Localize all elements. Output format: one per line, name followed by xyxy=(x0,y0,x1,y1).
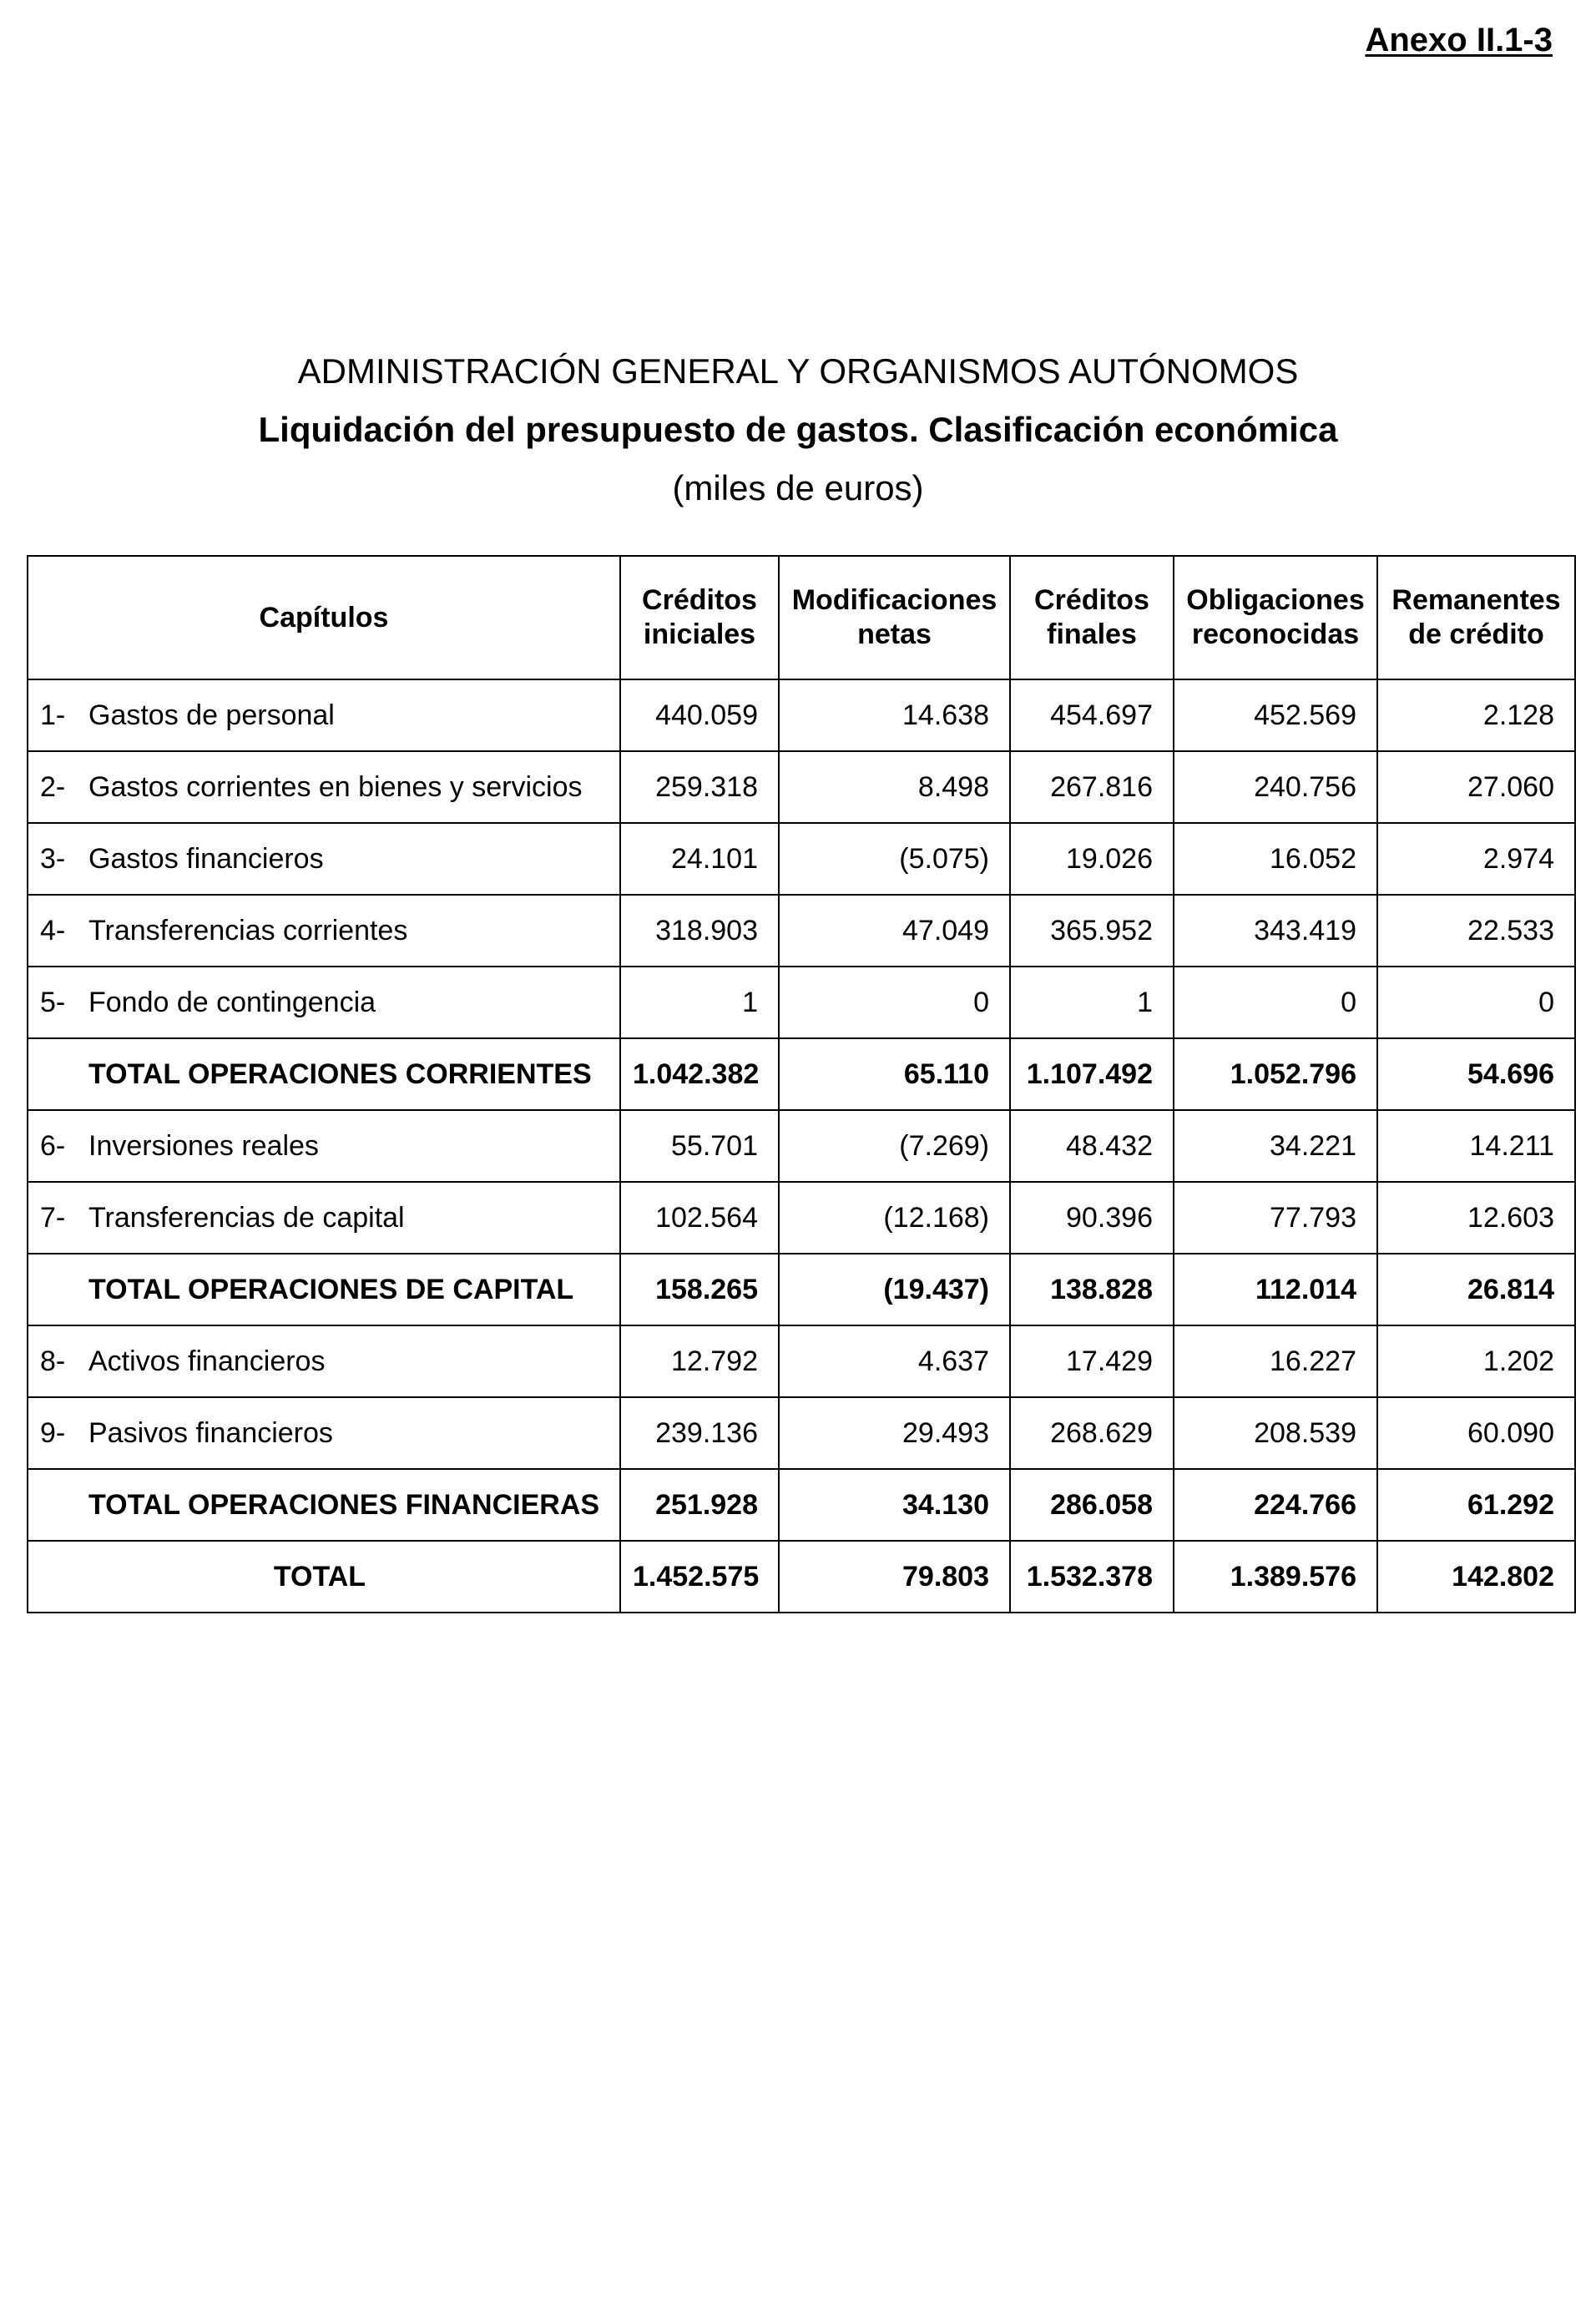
chapter-number: 4- xyxy=(40,914,66,946)
cell-modificaciones-netas: (5.075) xyxy=(779,823,1010,895)
cell-obligaciones-reconocidas: 208.539 xyxy=(1174,1397,1377,1469)
cell-modificaciones-netas: 79.803 xyxy=(779,1541,1010,1613)
header-line: Créditos xyxy=(1034,584,1149,616)
chapter-number: 2- xyxy=(40,770,66,803)
chapter-name: Gastos financieros xyxy=(88,842,324,875)
table-row xyxy=(28,1110,1575,1182)
cell-modificaciones-netas: 4.637 xyxy=(779,1325,1010,1397)
units-note: (miles de euros) xyxy=(672,468,924,507)
cell-creditos-finales: 454.697 xyxy=(1010,679,1174,751)
chapter-name: Fondo de contingencia xyxy=(88,986,376,1018)
header-line: Créditos xyxy=(642,584,757,616)
cell-creditos-finales: 267.816 xyxy=(1010,751,1174,823)
header-line: Modificaciones xyxy=(791,584,998,616)
subtotal-row xyxy=(28,1038,1575,1110)
cell-creditos-iniciales: 158.265 xyxy=(620,1254,779,1325)
header-line: iniciales xyxy=(643,618,756,650)
cell-obligaciones-reconocidas: 77.793 xyxy=(1174,1182,1377,1254)
cell-remanentes-credito: 0 xyxy=(1377,967,1575,1038)
chapter-number: 7- xyxy=(40,1201,66,1234)
cell-remanentes-credito: 27.060 xyxy=(1377,751,1575,823)
cell-creditos-iniciales: 55.701 xyxy=(620,1110,779,1182)
cell-creditos-iniciales: 1 xyxy=(620,967,779,1038)
total-label: TOTAL xyxy=(28,1541,620,1613)
header-creditos-iniciales xyxy=(620,556,779,679)
cell-remanentes-credito: 1.202 xyxy=(1377,1325,1575,1397)
cell-remanentes-credito: 26.814 xyxy=(1377,1254,1575,1325)
table-row xyxy=(28,967,1575,1038)
document-subtitle: Liquidación del presupuesto de gastos. Clasificación económica xyxy=(258,410,1338,449)
document-title-block xyxy=(0,342,1596,517)
cell-creditos-finales: 286.058 xyxy=(1010,1469,1174,1541)
chapter-name: Gastos corrientes en bienes y servicios xyxy=(88,770,583,803)
header-line: reconocidas xyxy=(1191,618,1360,650)
cell-obligaciones-reconocidas: 1.052.796 xyxy=(1174,1038,1377,1110)
cell-creditos-iniciales: 440.059 xyxy=(620,679,779,751)
table-header xyxy=(28,556,1575,679)
cell-remanentes-credito: 22.533 xyxy=(1377,895,1575,967)
cell-remanentes-credito: 2.974 xyxy=(1377,823,1575,895)
row-label xyxy=(28,1038,620,1110)
row-label xyxy=(28,1110,620,1182)
subtotal-row xyxy=(28,1254,1575,1325)
subtotal-label: TOTAL OPERACIONES CORRIENTES xyxy=(88,1058,592,1090)
header-creditos-finales xyxy=(1010,556,1174,679)
cell-remanentes-credito: 2.128 xyxy=(1377,679,1575,751)
header-line: netas xyxy=(857,618,932,650)
header-line: finales xyxy=(1047,618,1137,650)
cell-creditos-finales: 48.432 xyxy=(1010,1110,1174,1182)
subtotal-label: TOTAL OPERACIONES FINANCIERAS xyxy=(88,1488,600,1521)
chapter-name: Inversiones reales xyxy=(88,1129,319,1162)
row-label xyxy=(28,751,620,823)
cell-creditos-iniciales: 102.564 xyxy=(620,1182,779,1254)
cell-obligaciones-reconocidas: 452.569 xyxy=(1174,679,1377,751)
cell-remanentes-credito: 54.696 xyxy=(1377,1038,1575,1110)
table-row xyxy=(28,895,1575,967)
header-line: Obligaciones xyxy=(1186,584,1365,616)
cell-modificaciones-netas: 0 xyxy=(779,967,1010,1038)
chapter-name: Activos financieros xyxy=(88,1345,326,1377)
cell-modificaciones-netas: (12.168) xyxy=(779,1182,1010,1254)
header-line: de crédito xyxy=(1408,618,1544,650)
chapter-name: Transferencias corrientes xyxy=(88,914,408,946)
subtotal-label: TOTAL OPERACIONES DE CAPITAL xyxy=(88,1273,574,1305)
header-modificaciones-netas xyxy=(779,556,1010,679)
chapter-number: 5- xyxy=(40,986,66,1018)
cell-modificaciones-netas: (7.269) xyxy=(779,1110,1010,1182)
cell-modificaciones-netas: 65.110 xyxy=(779,1038,1010,1110)
cell-remanentes-credito: 12.603 xyxy=(1377,1182,1575,1254)
table-row xyxy=(28,679,1575,751)
cell-remanentes-credito: 61.292 xyxy=(1377,1469,1575,1541)
row-label xyxy=(28,1325,620,1397)
row-label xyxy=(28,1254,620,1325)
budget-table xyxy=(27,555,1576,1613)
row-label xyxy=(28,967,620,1038)
cell-modificaciones-netas: 29.493 xyxy=(779,1397,1010,1469)
cell-obligaciones-reconocidas: 224.766 xyxy=(1174,1469,1377,1541)
cell-remanentes-credito: 14.211 xyxy=(1377,1110,1575,1182)
chapter-number: 8- xyxy=(40,1345,66,1377)
row-label xyxy=(28,1469,620,1541)
cell-creditos-iniciales: 251.928 xyxy=(620,1469,779,1541)
table-row xyxy=(28,1325,1575,1397)
subtotal-row xyxy=(28,1469,1575,1541)
cell-creditos-finales: 1.107.492 xyxy=(1010,1038,1174,1110)
cell-creditos-finales: 17.429 xyxy=(1010,1325,1174,1397)
cell-obligaciones-reconocidas: 34.221 xyxy=(1174,1110,1377,1182)
table-row xyxy=(28,823,1575,895)
chapter-number: 3- xyxy=(40,842,66,875)
cell-obligaciones-reconocidas: 16.227 xyxy=(1174,1325,1377,1397)
cell-creditos-iniciales: 239.136 xyxy=(620,1397,779,1469)
row-label xyxy=(28,895,620,967)
row-label xyxy=(28,1182,620,1254)
cell-creditos-iniciales: 1.452.575 xyxy=(620,1541,779,1613)
cell-remanentes-credito: 60.090 xyxy=(1377,1397,1575,1469)
header-row xyxy=(28,556,1575,679)
cell-modificaciones-netas: (19.437) xyxy=(779,1254,1010,1325)
row-label xyxy=(28,823,620,895)
cell-obligaciones-reconocidas: 1.389.576 xyxy=(1174,1541,1377,1613)
table-row xyxy=(28,1397,1575,1469)
chapter-number: 9- xyxy=(40,1416,66,1449)
cell-modificaciones-netas: 34.130 xyxy=(779,1469,1010,1541)
cell-obligaciones-reconocidas: 16.052 xyxy=(1174,823,1377,895)
row-label xyxy=(28,1397,620,1469)
table-row xyxy=(28,751,1575,823)
header-remanentes-credito xyxy=(1377,556,1575,679)
annex-label: Anexo II.1-3 xyxy=(1365,22,1553,58)
cell-creditos-finales: 90.396 xyxy=(1010,1182,1174,1254)
header-line: Remanentes xyxy=(1391,584,1561,616)
cell-obligaciones-reconocidas: 112.014 xyxy=(1174,1254,1377,1325)
table-body xyxy=(28,679,1575,1613)
cell-creditos-iniciales: 318.903 xyxy=(620,895,779,967)
cell-creditos-iniciales: 259.318 xyxy=(620,751,779,823)
chapter-name: Gastos de personal xyxy=(88,699,335,731)
cell-creditos-finales: 365.952 xyxy=(1010,895,1174,967)
total-row xyxy=(28,1541,1575,1613)
document-title: ADMINISTRACIÓN GENERAL Y ORGANISMOS AUTÓNOMOS xyxy=(297,351,1299,391)
cell-creditos-finales: 19.026 xyxy=(1010,823,1174,895)
cell-creditos-iniciales: 1.042.382 xyxy=(620,1038,779,1110)
cell-obligaciones-reconocidas: 240.756 xyxy=(1174,751,1377,823)
row-label xyxy=(28,679,620,751)
cell-creditos-iniciales: 24.101 xyxy=(620,823,779,895)
cell-creditos-finales: 1.532.378 xyxy=(1010,1541,1174,1613)
cell-obligaciones-reconocidas: 0 xyxy=(1174,967,1377,1038)
cell-remanentes-credito: 142.802 xyxy=(1377,1541,1575,1613)
cell-modificaciones-netas: 14.638 xyxy=(779,679,1010,751)
cell-obligaciones-reconocidas: 343.419 xyxy=(1174,895,1377,967)
chapter-name: Pasivos financieros xyxy=(88,1416,333,1449)
header-capitulos: Capítulos xyxy=(28,556,620,679)
cell-creditos-iniciales: 12.792 xyxy=(620,1325,779,1397)
cell-creditos-finales: 138.828 xyxy=(1010,1254,1174,1325)
header-obligaciones-reconocidas xyxy=(1174,556,1377,679)
cell-modificaciones-netas: 8.498 xyxy=(779,751,1010,823)
cell-creditos-finales: 268.629 xyxy=(1010,1397,1174,1469)
chapter-number: 1- xyxy=(40,699,66,731)
cell-creditos-finales: 1 xyxy=(1010,967,1174,1038)
table-row xyxy=(28,1182,1575,1254)
chapter-name: Transferencias de capital xyxy=(88,1201,405,1234)
chapter-number: 6- xyxy=(40,1129,66,1162)
cell-modificaciones-netas: 47.049 xyxy=(779,895,1010,967)
